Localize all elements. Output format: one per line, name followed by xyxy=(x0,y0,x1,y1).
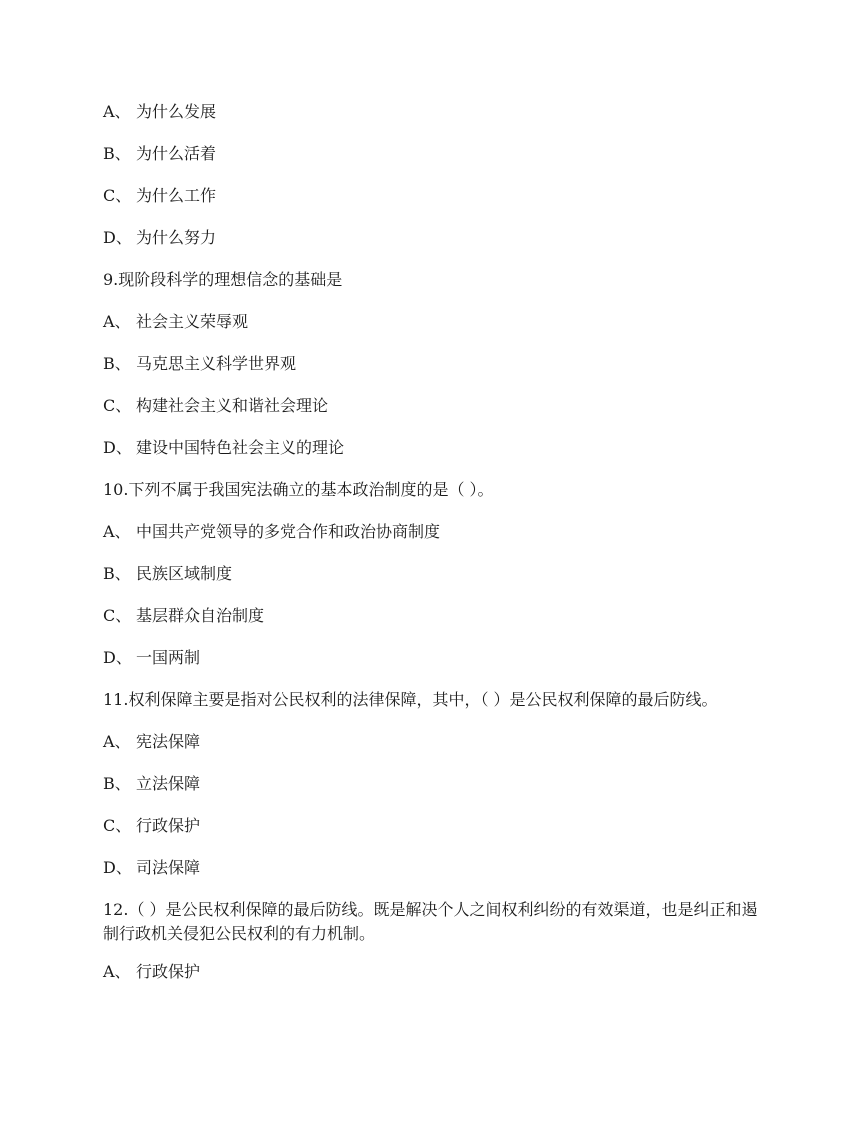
option-letter: A、 xyxy=(103,102,131,121)
option-8a xyxy=(103,100,216,124)
option-letter: D、 xyxy=(103,438,132,457)
option-9d xyxy=(103,436,344,460)
option-text: 为什么发展 xyxy=(136,102,217,121)
option-text: 为什么活着 xyxy=(136,144,217,163)
option-11d xyxy=(103,856,200,880)
option-letter: D、 xyxy=(103,858,132,877)
option-8b xyxy=(103,142,216,166)
option-8c xyxy=(103,184,216,208)
option-text: 行政保护 xyxy=(136,816,201,835)
option-letter: D、 xyxy=(103,228,132,247)
option-text: 马克思主义科学世界观 xyxy=(136,354,297,373)
option-text: 行政保护 xyxy=(136,962,201,981)
option-10b xyxy=(103,562,232,586)
option-letter: C、 xyxy=(103,186,132,205)
option-12a xyxy=(103,960,200,984)
question-9: 9.现阶段科学的理想信念的基础是 xyxy=(103,270,343,289)
option-text: 构建社会主义和谐社会理论 xyxy=(136,396,329,415)
option-10a xyxy=(103,520,440,544)
question-10: 10.下列不属于我国宪法确立的基本政治制度的是（ ）。 xyxy=(103,480,494,499)
option-letter: C、 xyxy=(103,606,132,625)
option-text: 社会主义荣辱观 xyxy=(136,312,249,331)
option-text: 宪法保障 xyxy=(136,732,201,751)
option-8d xyxy=(103,226,216,250)
option-text: 民族区域制度 xyxy=(136,564,233,583)
option-9a xyxy=(103,310,248,334)
option-letter: D、 xyxy=(103,648,132,667)
option-11a xyxy=(103,730,200,754)
option-text: 一国两制 xyxy=(136,648,201,667)
option-letter: A、 xyxy=(103,732,131,751)
option-text: 司法保障 xyxy=(136,858,201,877)
option-text: 中国共产党领导的多党合作和政治协商制度 xyxy=(136,522,441,541)
option-10c xyxy=(103,604,264,628)
option-text: 建设中国特色社会主义的理论 xyxy=(136,438,345,457)
option-letter: A、 xyxy=(103,962,131,981)
option-text: 为什么努力 xyxy=(136,228,217,247)
option-9c xyxy=(103,394,328,418)
option-letter: B、 xyxy=(103,564,131,583)
option-letter: A、 xyxy=(103,522,131,541)
option-text: 为什么工作 xyxy=(136,186,217,205)
option-letter: B、 xyxy=(103,144,131,163)
option-text: 基层群众自治制度 xyxy=(136,606,265,625)
option-10d xyxy=(103,646,200,670)
option-letter: A、 xyxy=(103,312,131,331)
question-12: 12.（ ）是公民权利保障的最后防线。既是解决个人之间权利纠纷的有效渠道，也是纠正和遏制行政机关侵犯公民权利的有力机制。 xyxy=(103,900,758,943)
option-letter: B、 xyxy=(103,774,131,793)
question-11: 11.权利保障主要是指对公民权利的法律保障，其中，（ ）是公民权利保障的最后防线。 xyxy=(103,690,718,709)
option-letter: C、 xyxy=(103,396,132,415)
option-text: 立法保障 xyxy=(136,774,201,793)
option-9b xyxy=(103,352,296,376)
option-11c xyxy=(103,814,200,838)
option-11b xyxy=(103,772,200,796)
option-letter: C、 xyxy=(103,816,132,835)
option-letter: B、 xyxy=(103,354,131,373)
